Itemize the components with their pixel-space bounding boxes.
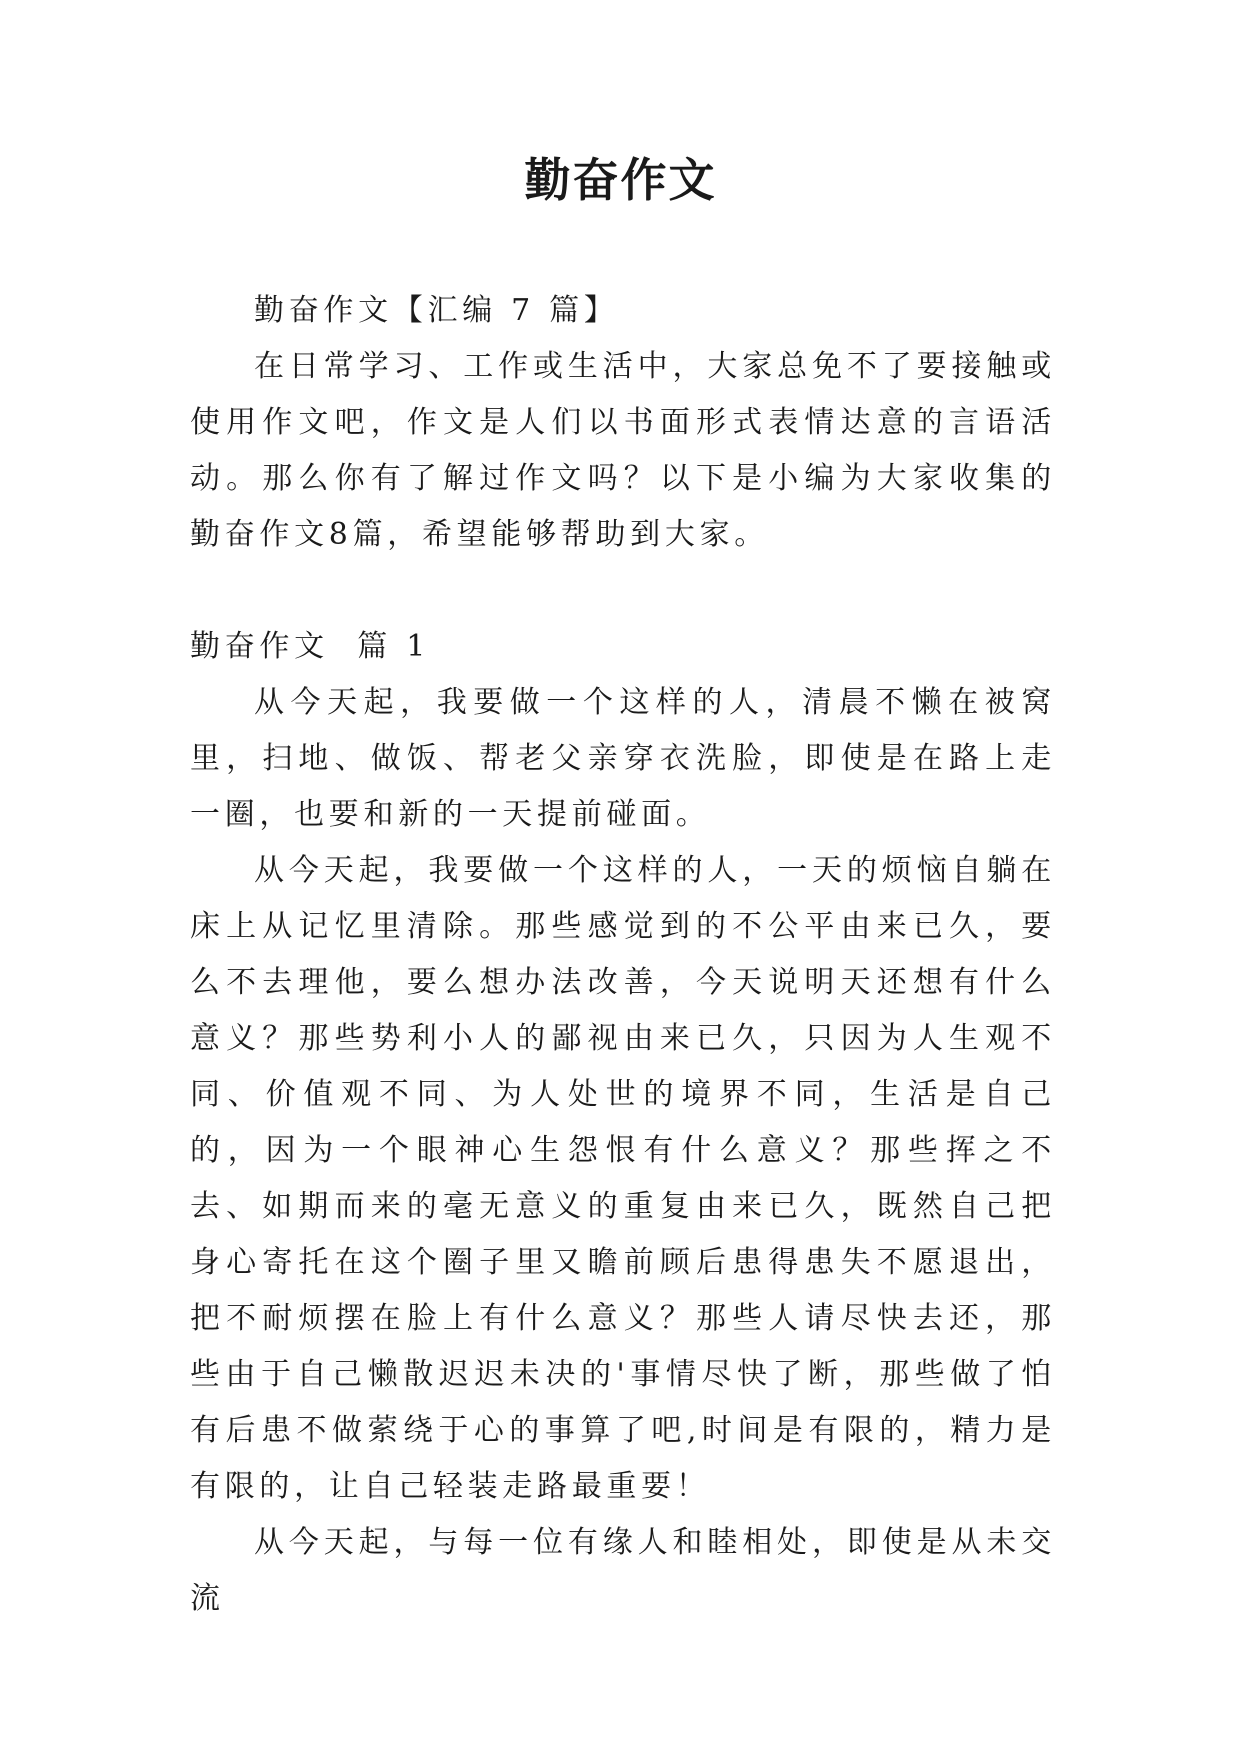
intro-paragraph: 在日常学习、工作或生活中，大家总免不了要接触或使用作文吧，作文是人们以书面形式表情达意的言语活动。那么你有了解过作文吗？以下是小编为大家收集的勤奋作文8篇，希望能够帮助到大家。	[190, 349, 1056, 552]
document-subtitle: 勤奋作文【汇编 7 篇】	[254, 293, 619, 328]
body-paragraph-2: 从今天起，我要做一个这样的人，一天的烦恼自躺在床上从记忆里清除。那些感觉到的不公平由来已久，要么不去理他，要么想办法改善，今天说明天还想有什么意义？那些势利小人的鄙视由来已久，只因为人生观不同、价值观不同、为人处世的境界不同，生活是自己的，因为一个眼神心生怨恨有什么意义？那些挥之不去、如期而来的毫无意义的重复由来已久，既然自己把身心寄托在这个圈子里又瞻前顾后患得患失不愿退出，把不耐烦摆在脸上有什么意义？那些人请尽快去还，那些由于自己懒散迟迟未决的'事情尽快了断，那些做了怕有后患不做萦绕于心的事算了吧,时间是有限的，精力是有限的，让自己轻装走路最重要！	[190, 853, 1056, 1504]
body-paragraph-3: 从今天起，与每一位有缘人和睦相处，即使是从未交流	[190, 1525, 1056, 1616]
section-spacer	[190, 563, 1056, 619]
document-title: 勤奋作文	[524, 153, 717, 207]
body-paragraph-1: 从今天起，我要做一个这样的人，清晨不懒在被窝里，扫地、做饭、帮老父亲穿衣洗脸，即使是在路上走一圈，也要和新的一天提前碰面。	[190, 685, 1056, 832]
document-body	[190, 283, 1056, 1627]
section-heading: 勤奋作文 篇 1	[190, 629, 430, 664]
